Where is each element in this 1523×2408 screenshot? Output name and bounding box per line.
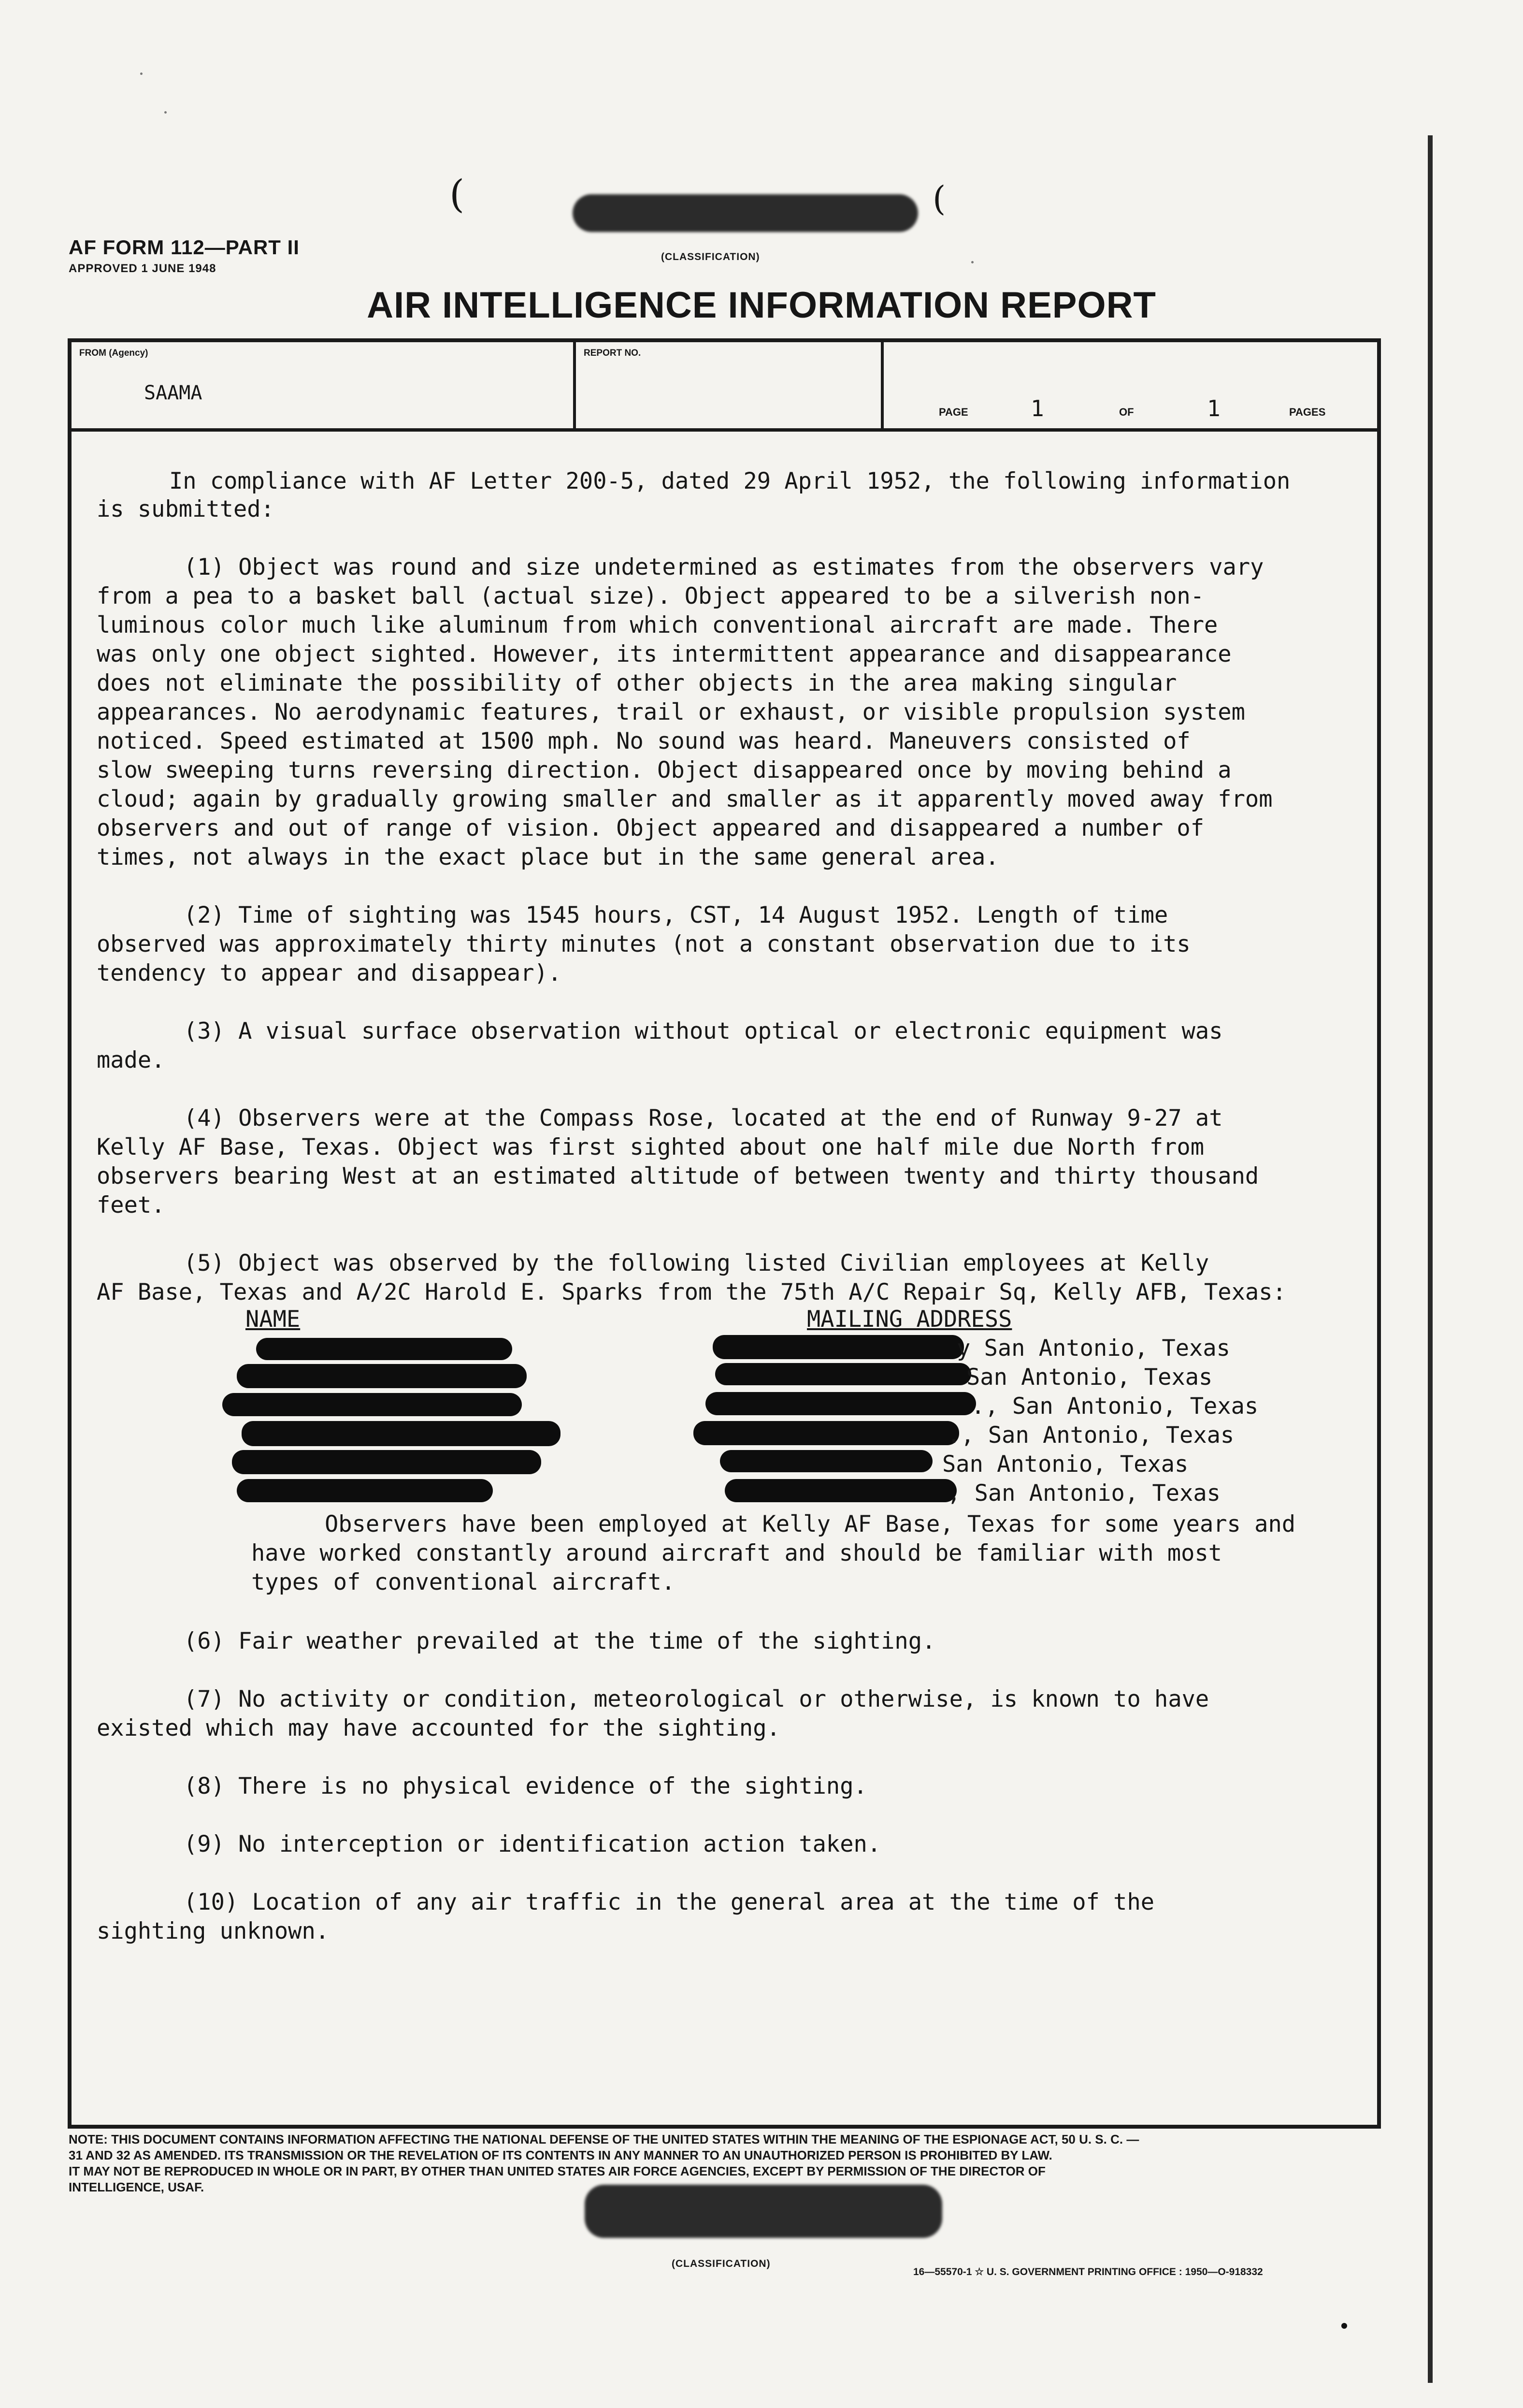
para-2-line-3: tendency to appear and disappear). [97,960,562,986]
classification-label-top: (CLASSIFICATION) [661,251,760,262]
intro-line-1: In compliance with AF Letter 200-5, dated 29 April 1952, the following information [169,468,1291,494]
handwritten-paren-left: ( [449,172,465,217]
redaction-bar [715,1363,971,1385]
redaction-bar [237,1364,527,1388]
redaction-bar [725,1479,957,1502]
para-5-line-5: types of conventional aircraft. [251,1569,675,1596]
para-4-line-3: observers bearing West at an estimated altitude of between twenty and thirty thousand [97,1163,1259,1189]
para-6-line-1: (6) Fair weather prevailed at the time of the sighting. [184,1628,936,1654]
address-line-3: ., San Antonio, Texas [971,1393,1259,1420]
para-3-line-1: (3) A visual surface observation without optical or electronic equipment was [184,1018,1223,1044]
redaction-bar [713,1335,964,1359]
form-id: AF FORM 112—PART II [69,236,300,259]
para-4-line-2: Kelly AF Base, Texas. Object was first sighted about one half mile due North from [97,1134,1205,1160]
report-title: AIR INTELLIGENCE INFORMATION REPORT [367,285,1156,326]
para-1-line-11: times, not always in the exact place but in the same general area. [97,844,999,870]
report-no-label: REPORT NO. [584,348,641,358]
name-column-header: NAME [245,1306,301,1333]
notice-line-4: INTELLIGENCE, USAF. [69,2180,204,2194]
redaction-bar [242,1421,560,1446]
address-line-1: y San Antonio, Texas [957,1335,1230,1362]
address-line-2: San Antonio, Texas [966,1364,1213,1391]
header-divider [881,342,884,428]
para-1-line-2: from a pea to a basket ball (actual size). Object appeared to be a silverish non- [97,583,1205,609]
para-7-line-1: (7) No activity or condition, meteorological or otherwise, is known to have [184,1686,1209,1712]
redaction-bar [232,1450,541,1474]
ink-dot [1341,2323,1347,2329]
intro-line-2: is submitted: [97,496,274,522]
from-agency-label: FROM (Agency) [79,348,148,358]
para-8-line-1: (8) There is no physical evidence of the sighting. [184,1773,867,1799]
mailing-address-column-header: MAILING ADDRESS [807,1306,1012,1333]
redaction-bar [237,1479,493,1502]
para-10-line-2: sighting unknown. [97,1918,330,1944]
total-pages: 1 [1207,395,1221,421]
redaction-bar [222,1393,522,1416]
para-1-line-9: cloud; again by gradually growing smaller and smaller as it apparently moved away from [97,786,1273,812]
para-2-line-1: (2) Time of sighting was 1545 hours, CST, 14 August 1952. Length of time [184,902,1168,928]
classification-redaction-top [573,194,918,232]
address-line-4: ., San Antonio, Texas [947,1422,1235,1449]
redaction-bar [705,1392,976,1415]
notice-line-2: 31 AND 32 AS AMENDED. ITS TRANSMISSION OR THE REVELATION OF ITS CONTENTS IN ANY MANNER TO AN UNAUTHORIZED PERSON IS PROHIBITED BY LAW. [69,2148,1052,2162]
para-10-line-1: (10) Location of any air traffic in the general area at the time of the [184,1889,1155,1915]
para-1-line-8: slow sweeping turns reversing direction. Object disappeared once by moving behind a [97,757,1232,783]
para-2-line-2: observed was approximately thirty minutes (not a constant observation due to its [97,931,1191,957]
address-line-5: San Antonio, Texas [942,1451,1189,1478]
page-number: 1 [1031,395,1044,421]
address-line-6: , San Antonio, Texas [947,1480,1221,1507]
speck [164,111,167,114]
handwritten-paren-right: ( [933,179,946,218]
of-label: OF [1119,406,1134,418]
para-1-line-10: observers and out of range of vision. Object appeared and disappeared a number of [97,815,1205,841]
para-5-line-3: Observers have been employed at Kelly AF Base, Texas for some years and [325,1511,1296,1538]
para-9-line-1: (9) No interception or identification action taken. [184,1831,881,1857]
para-4-line-1: (4) Observers were at the Compass Rose, located at the end of Runway 9-27 at [184,1105,1223,1131]
notice-line-3: IT MAY NOT BE REPRODUCED IN WHOLE OR IN PART, BY OTHER THAN UNITED STATES AIR FORCE AGENCIES, EXCEPT BY PERMISSION OF THE DIRECTOR OF [69,2164,1046,2178]
form-approved-date: APPROVED 1 JUNE 1948 [69,262,216,275]
header-divider [573,342,576,428]
para-4-line-4: feet. [97,1192,165,1219]
para-5-line-2: AF Base, Texas and A/2C Harold E. Sparks from the 75th A/C Repair Sq, Kelly AFB, Texas: [97,1279,1286,1306]
para-1-line-3: luminous color much like aluminum from which conventional aircraft are made. There [97,612,1218,638]
form-header-row [72,342,1377,432]
para-7-line-2: existed which may have accounted for the sighting. [97,1715,780,1741]
para-5-line-4: have worked constantly around aircraft and should be familiar with most [251,1540,1222,1567]
speck [140,73,143,75]
redaction-bar [693,1421,959,1445]
page-label: PAGE [939,406,968,418]
classification-redaction-bottom [585,2185,942,2238]
classification-label-bottom: (CLASSIFICATION) [672,2258,771,2269]
notice-line-1: NOTE: THIS DOCUMENT CONTAINS INFORMATION AFFECTING THE NATIONAL DEFENSE OF THE UNITED STATES WITHIN THE MEANING OF THE ESPIONAGE ACT, 50 U. S. C. — [69,2132,1139,2147]
speck [971,261,974,263]
para-1-line-7: noticed. Speed estimated at 1500 mph. No sound was heard. Maneuvers consisted of [97,728,1191,754]
pages-label: PAGES [1289,406,1326,418]
para-1-line-6: appearances. No aerodynamic features, trail or exhaust, or visible propulsion system [97,699,1245,725]
para-5-line-1: (5) Object was observed by the following listed Civilian employees at Kelly [184,1250,1209,1277]
para-1-line-1: (1) Object was round and size undetermined as estimates from the observers vary [184,554,1264,580]
from-agency-value: SAAMA [144,382,202,404]
para-1-line-5: does not eliminate the possibility of other objects in the area making singular [97,670,1177,696]
printing-office-line: 16—55570-1 ☆ U. S. GOVERNMENT PRINTING OFFICE : 1950—O-918332 [913,2266,1263,2277]
para-1-line-4: was only one object sighted. However, its intermittent appearance and disappearance [97,641,1232,667]
para-3-line-2: made. [97,1047,165,1073]
redaction-bar [256,1338,512,1360]
redaction-bar [720,1450,933,1472]
